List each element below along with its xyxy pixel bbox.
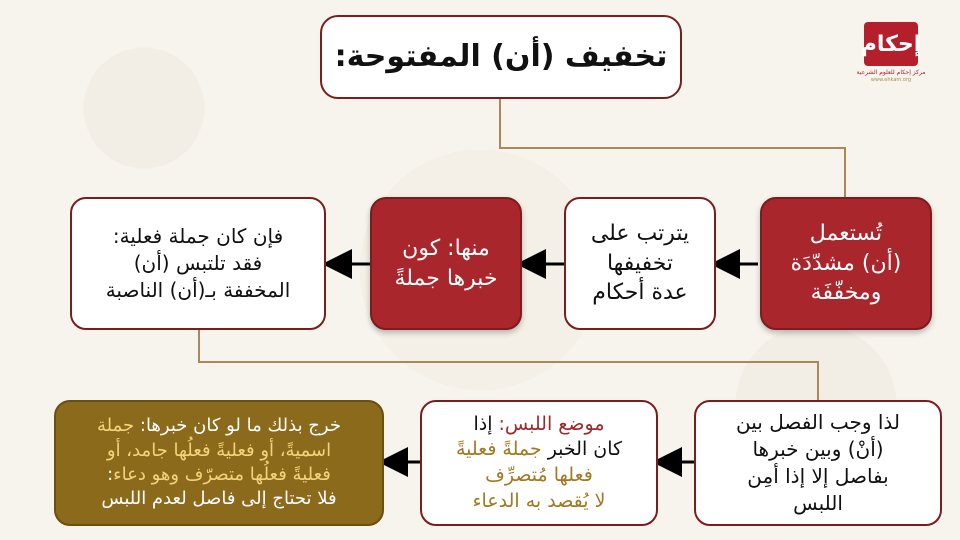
row2-box3-line3b: : <box>107 464 114 485</box>
row2-box3-line2: اسميةً، أو فعليةً فعلُها جامد، أو <box>106 439 332 461</box>
row2-box3-line1 <box>97 414 341 438</box>
row1-box3-line1: منها: كون <box>402 235 490 261</box>
logo-mark: إحكام <box>864 22 918 66</box>
row2-box2-text1: إذا <box>473 412 499 435</box>
row2-box3 <box>54 400 384 526</box>
row2-box2-line4: لا يُقصد به الدعاء <box>472 489 606 512</box>
row2-box2-line1 <box>456 412 622 438</box>
row1-box2 <box>564 197 716 330</box>
row1-box1-line1: تُستعمل <box>809 220 883 246</box>
row1-box3-line2: خبرها جملةً <box>394 265 498 291</box>
row2-box3-line1b: جملة <box>97 415 135 437</box>
row1-box2-line3: عدة أحكام <box>592 280 688 306</box>
row1-box4-line1: فإن كان جملة فعلية: <box>112 224 284 248</box>
row1-box2-line2: تخفيفها <box>606 250 674 276</box>
logo-url: www.ehkam.org <box>870 77 912 83</box>
row1-box2-line1: يترتب على <box>590 220 690 246</box>
row1-box1-line2: (أن) مشدّدَة <box>790 250 902 276</box>
row1-box4-line2: فقد تلتبس (أن) <box>133 251 263 275</box>
row2-box2-line2 <box>456 437 622 463</box>
row1-box3 <box>370 197 522 330</box>
page-title: تخفيف (أن) المفتوحة: <box>320 15 682 99</box>
row2-box1-line4: اللبس <box>793 491 843 515</box>
row1-box1-line3: ومخفّفَة <box>810 280 882 306</box>
row1-box4 <box>70 197 326 330</box>
row2-box3-line3 <box>97 463 341 487</box>
row2-box2 <box>420 400 658 526</box>
row2-box3-line1a: خرج بذلك ما لو كان خبرها: <box>134 415 341 437</box>
row2-box2-line3: فعلها مُتصرِّف <box>485 464 593 486</box>
logo <box>856 22 926 92</box>
row1-box1 <box>760 197 932 330</box>
logo-subtitle: مركز إحكام للعلوم الشرعية <box>856 69 926 76</box>
row2-box1-line2: (أنْ) وبين خبرها <box>752 437 884 461</box>
row2-box3-line4: فلا تحتاج إلى فاصل لعدم اللبس <box>101 488 337 510</box>
row2-box1-line1: لذا وجب الفصل بين <box>736 410 900 434</box>
row2-box1 <box>694 400 942 526</box>
row2-box2-label: موضع اللبس: <box>498 412 605 435</box>
row1-box4-line3: المخففة بـ(أن) الناصبة <box>105 278 291 302</box>
row2-box1-line3: بفاصل إلا إذا أمِن <box>747 464 889 488</box>
row2-box2-line2b: جملةً فعليةً <box>455 438 542 461</box>
row2-box3-line3a: فعليةً فعلُها متصرّف وهو دعاء <box>113 464 331 485</box>
row2-box2-line2a: كان الخبر <box>541 438 623 461</box>
